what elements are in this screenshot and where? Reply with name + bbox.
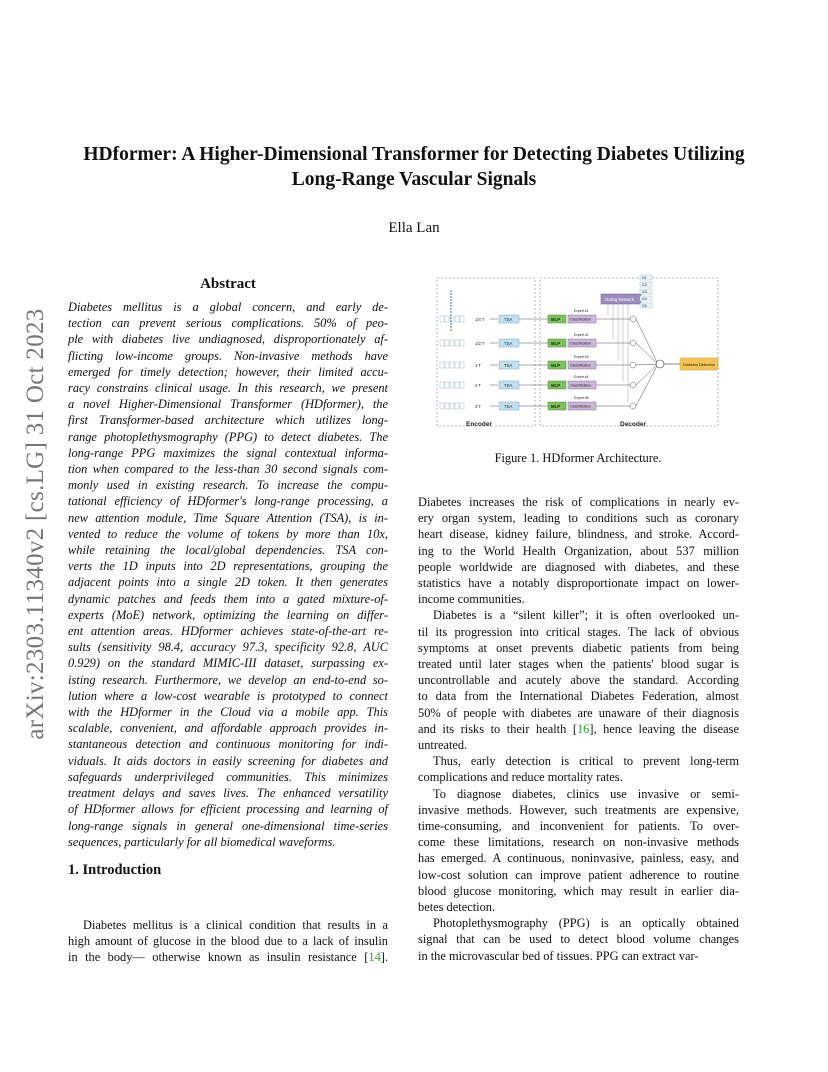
paragraph-line [418, 543, 739, 559]
paragraph-line [68, 933, 388, 949]
abstract-line: ent attention areas. HDformer achieves state-of-the-art re- [68, 624, 388, 639]
patch-token [445, 316, 449, 322]
author-name: Ella Lan [388, 220, 440, 236]
abstract-line: flicting low-income groups. Non-invasive methods have [68, 348, 388, 363]
paragraph-line [418, 915, 739, 931]
line-text: people worldwide are diagnosed with diabetes, and these [418, 559, 739, 574]
paper-title [60, 142, 768, 192]
input-token [450, 326, 452, 328]
patch-token [455, 316, 459, 322]
abstract-line: tational efficiency of HDformer's long-range processing, a [68, 494, 388, 509]
line-text: Diabetes is a “silent killer”; it is often overlooked un- [433, 608, 739, 623]
line-text: untreated. [418, 738, 468, 753]
line-text: 50% of people with diabetes are unaware of their diagnosis [418, 705, 739, 720]
gate-output-label: G2 [642, 283, 647, 287]
expert-label: Expert #1 [574, 309, 589, 313]
decoder-label: Decoder [620, 421, 647, 428]
paragraph-line [418, 575, 739, 591]
patch-token [460, 340, 464, 346]
patch-token [460, 316, 464, 322]
line-text: to data from the International Diabetes Federation, almost [418, 689, 739, 704]
figure-caption: Figure 1. HDformer Architecture. [494, 451, 662, 465]
encoder-label: Encoder [466, 421, 493, 428]
patch-token [450, 362, 454, 368]
patch-token [440, 362, 444, 368]
abstract-line: verts the 1D inputs into 2D representations, grouping the [68, 559, 388, 574]
abstract-line: range photoplethysmography (PPG) to detect diabetes. The [68, 429, 388, 444]
output-label: Diabetes Detection [683, 363, 716, 367]
abstract-line: treatment delays and saves lives. The enhanced versatility [68, 786, 388, 801]
paragraph-line [418, 802, 739, 818]
abstract-line: isting research. Furthermore, we develop an end-to-end so- [68, 672, 388, 687]
input-token [450, 299, 452, 301]
mlp-label: MLP [551, 341, 561, 346]
abstract-line: sequences, particularly for all biomedical waveforms. [68, 834, 336, 849]
abstract-line: first Transformer-based architecture which utilizes long- [68, 413, 388, 428]
input-token [450, 320, 452, 322]
paragraph-line [418, 607, 739, 623]
abstract-line: sults (sensitivity 98.4, accuracy 97.3, specificity 92.8, AUC [68, 640, 388, 655]
paragraph-line [418, 737, 739, 753]
abstract-line: racy constrains clinical usage. In this research, we present [68, 381, 388, 396]
tsa-label: TSA [504, 363, 513, 368]
abstract-line: tion when compared to the less-than 30 second signals com- [68, 462, 388, 477]
line-text: To diagnose diabetes, clinics use invasive or semi- [433, 786, 739, 801]
citation-link[interactable]: 14 [368, 950, 381, 965]
paragraph-line [418, 850, 739, 866]
paragraph-line [418, 769, 739, 785]
line-text: uncontrollable and acutely above the standard. According [418, 673, 739, 688]
paragraph-line [418, 672, 739, 688]
abstract-line: adjacent points into a single 2D token. It then generates [68, 575, 388, 590]
expert-label: Expert #2 [574, 333, 589, 337]
input-token [450, 302, 452, 304]
line-text: Diabetes increases the risk of complications in nearly ev- [418, 495, 739, 509]
sum-node [656, 360, 664, 368]
line-text: symptoms at onset prevents diabetic patients from being [418, 640, 739, 655]
right-column-body [418, 494, 739, 964]
scale-label: 1/2 T [475, 341, 485, 346]
tsa-label: TSA [504, 383, 513, 388]
tsa-label: TSA [504, 341, 513, 346]
abstract-body [68, 299, 388, 850]
line-text: and its risks to their health [ [418, 721, 577, 736]
paragraph-line [418, 948, 739, 964]
paragraph-line [418, 591, 739, 607]
patch-token [455, 340, 459, 346]
abstract-line: stantaneous detection and continuous monitoring for indi- [68, 737, 388, 752]
patch-token [445, 340, 449, 346]
encoder-decoder-row [440, 304, 658, 364]
input-token [450, 311, 452, 313]
citation-link[interactable]: 16 [576, 721, 590, 736]
architecture-diagram [436, 272, 720, 432]
input-token [450, 329, 452, 331]
expert-label: Expert #4 [574, 375, 589, 379]
line-text: ]. [380, 950, 388, 965]
line-text: in the body— otherwise known as insulin resistance [ [68, 950, 369, 965]
line-text: low-cost solution can improve patient adherence to routine [418, 867, 739, 882]
abstract-line: experts (MoE) network, optimizing the learning on differ- [68, 607, 388, 622]
classification-label: Classification [570, 404, 592, 409]
patch-token [445, 403, 449, 409]
input-token [450, 314, 452, 316]
abstract-line: scalable, convenient, and affordable approach provides in- [68, 721, 388, 736]
line-text: til its progression into critical stages. The lack of obvious [418, 624, 739, 639]
section-heading-introduction: 1. Introduction [68, 862, 162, 878]
line-text: Diabetes mellitus is a clinical condition that results in a [83, 918, 388, 932]
introduction-paragraph [68, 917, 388, 966]
input-token [450, 296, 452, 298]
paragraph [418, 786, 739, 916]
scale-label: 2 T [475, 383, 481, 388]
arrow [636, 343, 658, 364]
line-text: high amount of glucose in the blood due to a lack of insulin [68, 934, 388, 949]
arrow [636, 364, 658, 385]
patch-token [440, 340, 444, 346]
patch-token [450, 403, 454, 409]
line-text: betes detection. [418, 900, 496, 915]
patch-token [450, 340, 454, 346]
paragraph-line [418, 834, 739, 850]
input-token [450, 293, 452, 295]
abstract-heading: Abstract [200, 276, 256, 292]
paragraph [418, 607, 739, 753]
line-text: in the microvascular bed of tissues. PPG can extract var- [418, 948, 699, 963]
patch-token [460, 362, 464, 368]
paragraph-line [418, 786, 739, 802]
multiply-node [630, 340, 636, 346]
title-line: HDformer: A Higher-Dimensional Transformer for Detecting Diabetes Utilizing [83, 144, 745, 165]
line-text: income communities. [418, 592, 525, 607]
abstract-line: monly used in existing research. To increase the compu- [68, 478, 388, 493]
input-token [450, 317, 452, 319]
paragraph-line [68, 949, 388, 965]
scale-label: 1 T [475, 363, 481, 368]
arrow [636, 364, 658, 406]
line-text: Photoplethysmography (PPG) is an optically obtained [433, 916, 739, 931]
gate-output-label: G1 [642, 276, 647, 280]
paragraph [418, 494, 739, 607]
multiply-node [630, 403, 636, 409]
tsa-label: TSA [504, 404, 513, 409]
multiply-node [630, 382, 636, 388]
abstract-line: lution where a low-cost wearable is prototyped to connect [68, 688, 388, 703]
paragraph [418, 915, 739, 964]
line-text: invasive methods. However, such treatments are expensive, [418, 802, 739, 817]
line-text: ery organ system, leading to conditions such as coronary [418, 511, 739, 526]
input-token [450, 290, 452, 292]
expert-label: Expert #3 [574, 355, 589, 359]
paragraph [418, 753, 739, 785]
line-text: ], hence leaving the disease [589, 721, 739, 736]
abstract-line: safeguards underprivileged communities. This minimizes [68, 769, 388, 784]
gate-output-label: G4 [642, 297, 647, 301]
abstract-line: new attention module, Time Square Attention (TSA), is in- [68, 510, 388, 525]
abstract-line: of HDformer allows for efficient processing and learning of [68, 802, 388, 817]
paragraph-line [418, 656, 739, 672]
architecture-figure [436, 272, 720, 432]
abstract-line: viduals. It aids doctors in easily screening for diabetes and [68, 753, 388, 768]
paragraph-line [418, 526, 739, 542]
arxiv-identifier: arXiv:2303.11340v2 [cs.LG] 31 Oct 2023 [22, 308, 49, 740]
patch-token [440, 316, 444, 322]
line-text: heart disease, kidney failure, blindness, and stroke. Accord- [418, 527, 739, 542]
line-text: time-consuming, and inconvenient for patients. To over- [418, 819, 739, 834]
classification-label: Classification [570, 363, 592, 368]
patch-token [445, 382, 449, 388]
title-line: Long-Range Vascular Signals [291, 169, 537, 190]
paragraph-line [418, 705, 739, 721]
patch-token [450, 382, 454, 388]
line-text: has emerged. A continuous, noninvasive, painless, easy, and [418, 851, 739, 866]
scale-label: 4 T [475, 404, 481, 409]
line-text: signal that can be used to detect blood volume changes [418, 932, 739, 947]
abstract-line: ple with diabetes live undiagnosed, disproportionately af- [68, 332, 388, 347]
paragraph-line [418, 721, 739, 737]
patch-token [455, 403, 459, 409]
mlp-label: MLP [551, 383, 561, 388]
paragraph-line [418, 510, 739, 526]
line-text: Thus, early detection is critical to prevent long-term [433, 754, 739, 769]
paragraph-line [418, 883, 739, 899]
paragraph-line [68, 917, 388, 933]
paragraph-line [418, 753, 739, 769]
patch-token [455, 362, 459, 368]
paragraph-line [418, 818, 739, 834]
line-text: treated until later stages when the patients' blood sugar is [418, 657, 739, 672]
tsa-label: TSA [504, 317, 513, 322]
encoder-decoder-row [440, 304, 658, 364]
gate-output-label: G3 [642, 290, 647, 294]
paragraph-line [418, 640, 739, 656]
paragraph-line [418, 624, 739, 640]
abstract-line: while retaining the local/global dependencies. TSA con- [68, 543, 388, 558]
classification-label: Classification [570, 383, 592, 388]
line-text: statistics have a notably disproportionate impact on lower- [418, 576, 739, 591]
arrow [636, 364, 658, 365]
expert-label: Expert #5 [574, 396, 589, 400]
patch-token [440, 382, 444, 388]
paragraph-line [418, 559, 739, 575]
input-token [450, 305, 452, 307]
mlp-label: MLP [551, 317, 561, 322]
mlp-label: MLP [551, 404, 561, 409]
paragraph-line [418, 899, 739, 915]
abstract-line: vented to reduce the volume of tokens by more than 10x, [68, 526, 388, 541]
paragraph-line [418, 931, 739, 947]
abstract-line: long-range PPG maximizes the signal contextual informa- [68, 445, 388, 460]
input-token [450, 308, 452, 310]
multiply-node [630, 316, 636, 322]
abstract-line: long-range signals in general one-dimensional time-series [68, 818, 388, 833]
abstract-line: 0.929) on the standard MIMIC-III dataset, surpassing ex- [68, 656, 388, 671]
abstract-line: emerged for timely detection; however, their limited accu- [68, 364, 388, 379]
line-text: complications and reduce mortality rates. [418, 770, 623, 785]
paragraph-line [418, 688, 739, 704]
classification-label: Classification [570, 317, 592, 322]
gate-output-label: G5 [642, 304, 647, 308]
mlp-label: MLP [551, 363, 561, 368]
line-text: come these limitations, research on non-invasive methods [418, 835, 739, 850]
abstract-line: Diabetes mellitus is a global concern, and early de- [68, 300, 388, 314]
classification-label: Classification [570, 341, 592, 346]
patch-token [445, 362, 449, 368]
patch-token [460, 403, 464, 409]
multiply-node [630, 362, 636, 368]
patch-token [455, 382, 459, 388]
abstract-line: a novel Higher-Dimensional Transformer (HDformer), the [68, 397, 388, 412]
abstract-line: with the HDformer in the Cloud via a mobile app. This [68, 705, 388, 720]
abstract-line: tection can prevent serious complications. 50% of peo- [68, 316, 388, 331]
abstract-line: dynamic patches and feeds them into a gated mixture-of- [68, 591, 388, 606]
paragraph-line [418, 494, 739, 510]
input-token [450, 323, 452, 325]
line-text: blood glucose monitoring, which may result in earlier dia- [418, 883, 739, 898]
scale-label: 1/4 T [475, 317, 485, 322]
encoder-decoder-row [440, 304, 658, 369]
paragraph-line [418, 867, 739, 883]
gating-network-label: Gating Network [605, 297, 634, 302]
line-text: ing to the World Health Organization, about 537 million [418, 543, 739, 558]
arrow [636, 319, 658, 364]
patch-token [460, 382, 464, 388]
patch-token [440, 403, 444, 409]
